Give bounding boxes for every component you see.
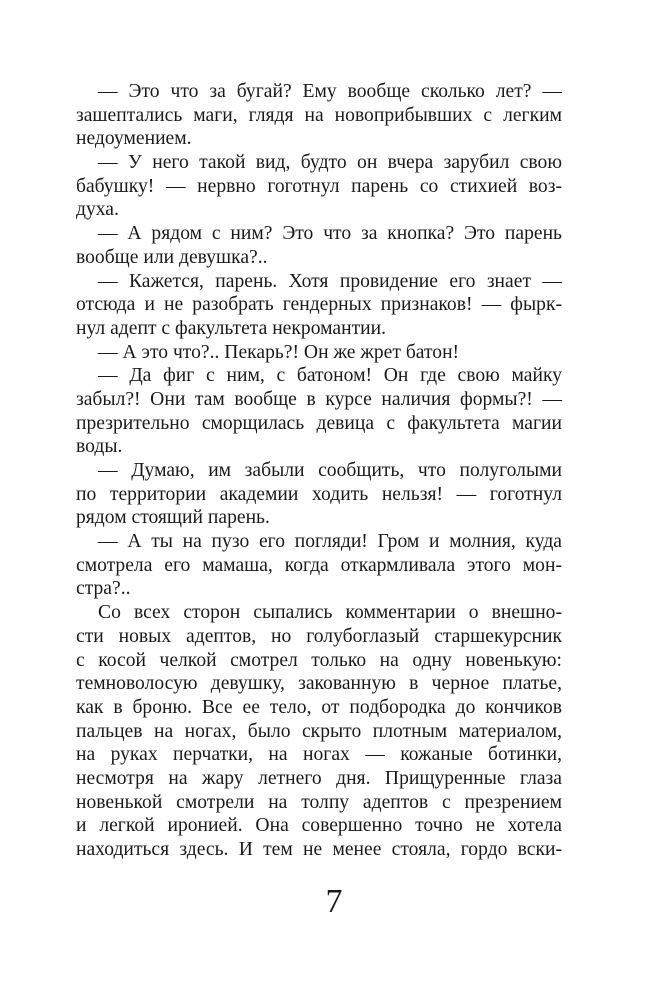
- text-line: — А ты на пузо его погляди! Гром и молния, куда: [98, 531, 562, 553]
- text-line: пальцев на ногах, было скрыто плотным материалом,: [76, 720, 562, 742]
- text-line: — А рядом с ним? Это что за кнопка? Это парень: [98, 223, 562, 245]
- text-line: забыл?! Они там вообще в курсе наличия формы?! —: [76, 388, 562, 410]
- text-line: и легкой иронией. Она совершенно точно не хотела: [76, 815, 562, 837]
- text-line: воды.: [76, 436, 123, 458]
- text-line: — Кажется, парень. Хотя провидение его знает —: [98, 270, 562, 292]
- text-line: стра?..: [76, 578, 131, 600]
- text-line: нул адепт с факультета некромантии.: [76, 317, 386, 339]
- page-body-text: [76, 80, 562, 862]
- text-line: вообще или девушка?..: [76, 246, 268, 268]
- text-line: — Да фиг с ним, с батоном! Он где свою майку: [98, 365, 562, 387]
- text-line: смотрела его мамаша, когда откармливала этого мон-: [76, 554, 562, 576]
- text-line: — Думаю, им забыли сообщить, что полуголыми: [98, 460, 562, 481]
- text-line: зашептались маги, глядя на новоприбывших с легким: [76, 104, 562, 126]
- text-line: духа.: [76, 199, 119, 221]
- text-line: несмотря на жару летнего дня. Прищуренные глаза: [76, 767, 562, 789]
- text-line: с косой челкой смотрел только на одну новенькую:: [76, 649, 562, 671]
- text-line: новенькой смотрели на толпу адептов с презрением: [76, 791, 562, 813]
- text-line: — У него такой вид, будто он вчера зарубил свою: [98, 152, 562, 174]
- text-line: отсюда и не разобрать гендерных признаков! — фырк-: [76, 294, 562, 316]
- text-line: бабушку! — нервно гоготнул парень со стихией воз-: [76, 175, 562, 197]
- text-line: как в броню. Все ее тело, от подбородка до кончиков: [76, 696, 562, 718]
- text-line: темноволосую девушку, закованную в черное платье,: [76, 673, 562, 695]
- text-line: на руках перчатки, на ногах — кожаные ботинки,: [76, 744, 562, 766]
- text-line: — А это что?.. Пекарь?! Он же жрет батон!: [98, 341, 460, 363]
- text-line: недоумением.: [76, 128, 192, 150]
- text-line: Со всех сторон сыпались комментарии о внешно-: [98, 602, 562, 624]
- page-number: 7: [325, 883, 343, 920]
- text-line: — Это что за бугай? Ему вообще сколько лет? —: [98, 81, 562, 102]
- text-line: рядом стоящий парень.: [76, 507, 270, 529]
- text-line: презрительно сморщилась девица с факультета магии: [76, 412, 562, 434]
- text-line: по территории академии ходить нельзя! — гоготнул: [76, 483, 562, 505]
- text-line: сти новых адептов, но голубоглазый старшекурсник: [76, 625, 562, 647]
- text-line: находиться здесь. И тем не менее стояла, гордо вски-: [76, 839, 562, 860]
